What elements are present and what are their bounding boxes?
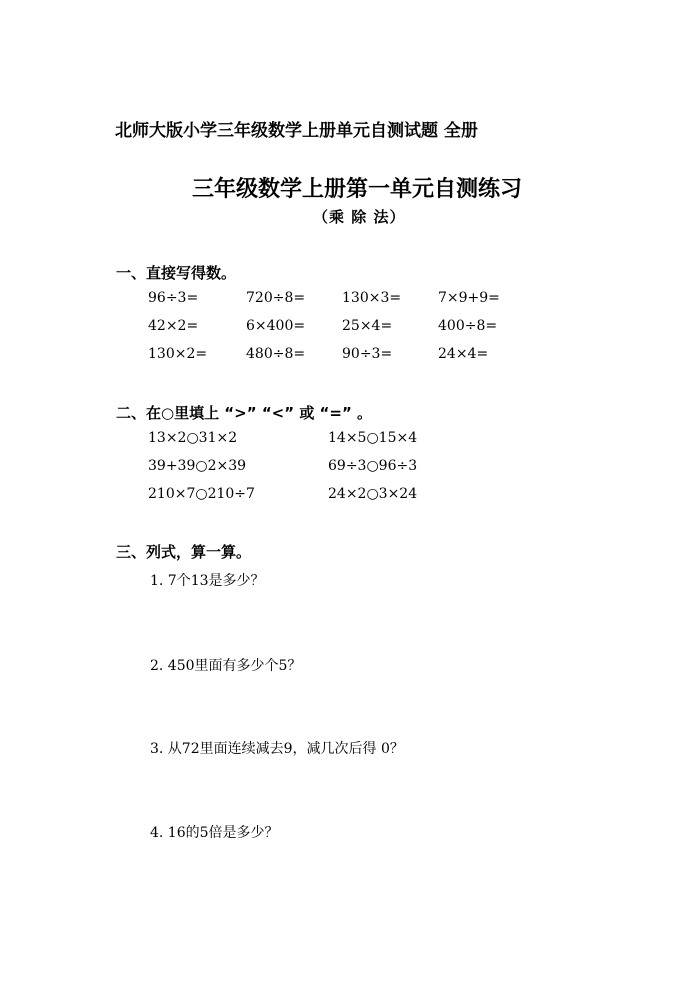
arithmetic-problem: 720÷8= (246, 290, 306, 306)
arithmetic-problem: 25×4= (342, 318, 393, 334)
arithmetic-problem: 400÷8= (438, 318, 498, 334)
section-2-heading: 二、在○里填上 “>” “<” 或 “=” 。 (116, 404, 373, 422)
section-1-heading: 一、直接写得数。 (116, 264, 237, 282)
word-problem: 2. 450里面有多少个5？ (150, 658, 302, 674)
arithmetic-problem: 96÷3= (148, 290, 199, 306)
arithmetic-problem: 480÷8= (246, 346, 306, 362)
comparison-problem: 69÷3○96÷3 (328, 458, 418, 474)
document-title: 北师大版小学三年级数学上册单元自测试题 全册 (115, 121, 478, 141)
arithmetic-problem: 130×2= (148, 346, 208, 362)
arithmetic-problem: 130×3= (342, 290, 402, 306)
comparison-problem: 13×2○31×2 (148, 430, 238, 446)
section-3-heading: 三、列式，算一算。 (116, 543, 252, 561)
arithmetic-problem: 42×2= (148, 318, 199, 334)
comparison-problem: 24×2○3×24 (328, 486, 418, 502)
word-problem: 4. 16的5倍是多少？ (150, 825, 279, 841)
unit-subtitle: （乘 除 法） (313, 208, 406, 226)
comparison-problem: 14×5○15×4 (328, 430, 418, 446)
word-problem: 3. 从72里面连续减去9，减几次后得 0？ (150, 741, 404, 757)
arithmetic-problem: 7×9+9= (438, 290, 500, 306)
word-problem: 1. 7个13是多少？ (150, 573, 265, 589)
arithmetic-problem: 24×4= (438, 346, 489, 362)
comparison-problem: 39+39○2×39 (148, 458, 247, 474)
arithmetic-problem: 90÷3= (342, 346, 393, 362)
arithmetic-problem: 6×400= (246, 318, 306, 334)
unit-title: 三年级数学上册第一单元自测练习 (192, 177, 523, 202)
comparison-problem: 210×7○210÷7 (148, 486, 255, 502)
